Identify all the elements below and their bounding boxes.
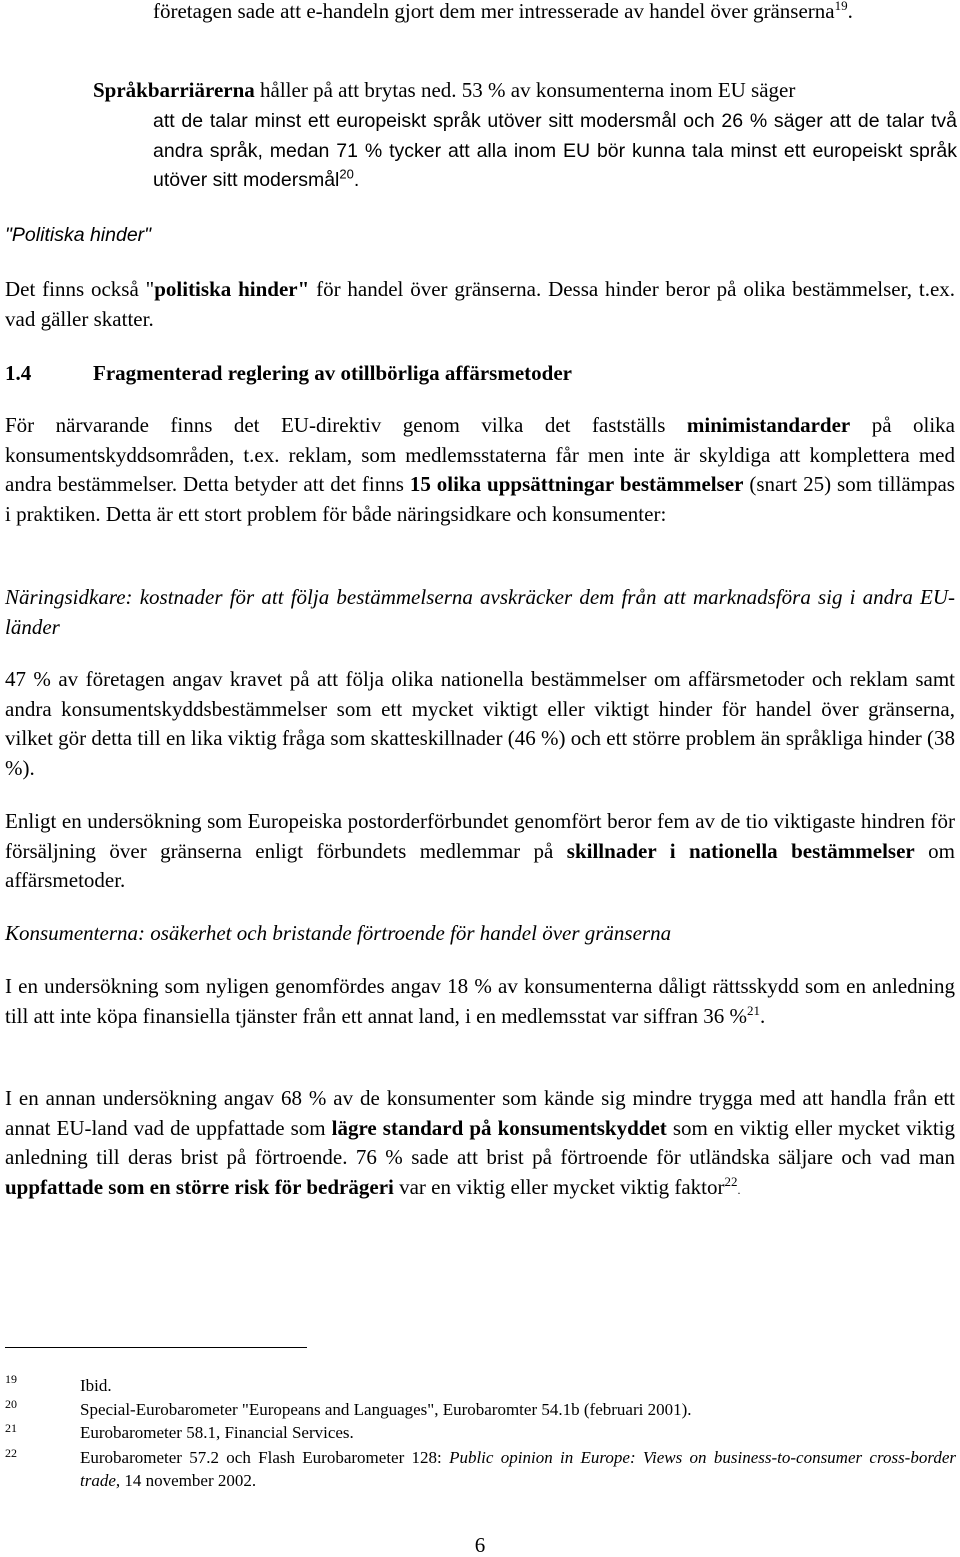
section-heading [5,359,572,388]
footnote-ref-19[interactable]: 19 [834,0,848,13]
traders-paragraph-2: Enligt en undersökning som Europeiska postorderförbundet genomfört beror fem av de tio viktigaste hindren för försäljning över gränserna enligt förbundets medlemmar på skillnader i nationella bestämmelser om affärsmetoder. [5,809,955,892]
footnote-number: 19 [5,1372,17,1386]
footnote-ref-22[interactable]: 22 [724,1173,738,1189]
political-paragraph: Det finns också "politiska hinder" för handel över gränserna. Dessa hinder beror på olika bestämmelser, t.ex. vad gäller skatter. [5,277,956,331]
intro-continuation: företagen sade att e-handeln gjort dem mer intresserade av handel över gränserna$^{19}$. [153,0,853,23]
language-barriers-first-line: Språkbarriärerna håller på att brytas ned. 53 % av konsumenterna inom EU säger [93,78,796,102]
footnote-ref-21[interactable]: 21 [746,1002,760,1018]
footnote-number: 22 [5,1446,17,1460]
footnote-text: Special-Eurobarometer "Europeans and Languages", Eurobaromter 54.1b (februari 2001). [80,1400,692,1419]
footnote-ref-20[interactable]: 20 [339,166,354,182]
footnote-number: 21 [5,1421,17,1435]
section-number: 1.4 [5,361,32,385]
footnote-text: Eurobarometer 57.2 och Flash Eurobarometer 128: Public opinion in Europe: Views on business-to-consumer cross-border trade, 14 november 2002. [80,1448,956,1490]
traders-subheading: Näringsidkare: kostnader för att följa bestämmelserna avskräcker dem från att marknadsföra sig i andra EU-länder [5,585,955,639]
political-heading: "Politiska hinder" [5,224,152,246]
page-number: 6 [474,1533,486,1557]
traders-paragraph-1: 47 % av företagen angav kravet på att följa olika nationella bestämmelser om affärsmetoder och reklam samt andra konsumentskyddsbestämmelser som ett mycket viktigt eller viktigt hinder för handel över gränserna, vilket gör detta till en lika viktig fråga som skatteskillnader (46 %) och ett större problem än språkliga hinder (38 %). [5,667,955,780]
fragment-paragraph: För närvarande finns det EU-direktiv genom vilka det fastställs minimistandarder på olika konsumentskyddsområden, t.ex. reklam, som medlemsstaterna får men inte är skyldiga att komplettera med andra bestämmelser. Detta betyder att det finns 15 olika uppsättningar bestämmelser (snart 25) som tillämpas i praktiken. Detta är ett stort problem för både näringsidkare och konsumenter: [5,413,955,526]
section-title: Fragmenterad reglering av otillbörliga affärsmetoder [93,361,572,385]
language-barriers-body: att de talar minst ett europeiskt språk utöver sitt modersmål och 26 % säger att de talar två andra språk, medan 71 % tycker att alla inom EU bör kunna tala minst ett europeiskt språk utöver sitt modersmål$^{20}$. [153,110,957,191]
footnote-separator [5,1347,307,1348]
consumers-paragraph-2: I en annan undersökning angav 68 % av de konsumenter som kände sig mindre trygga med att handla från ett annat EU-land vad de uppfattade som lägre standard på konsumentskyddet som en viktig eller mycket viktig anledning till deras brist på förtroende. 76 % sade att brist på förtroende för utländska säljare och vad man uppfattade som en större risk för bedrägeri var en viktig eller mycket viktig faktor$^{22}$. [5,1086,955,1199]
consumers-paragraph-1: I en undersökning som nyligen genomfördes angav 18 % av konsumenterna dåligt rättsskydd som en anledning till att inte köpa finansiella tjänster från ett annat land, i en medlemsstat var siffran 36 %$^{21}$. [5,974,955,1028]
footnote-text: Ibid. [80,1376,112,1395]
consumers-subheading: Konsumenterna: osäkerhet och bristande förtroende för handel över gränserna [5,921,672,945]
footnote-text: Eurobarometer 58.1, Financial Services. [80,1423,354,1442]
footnote-number: 20 [5,1397,17,1411]
